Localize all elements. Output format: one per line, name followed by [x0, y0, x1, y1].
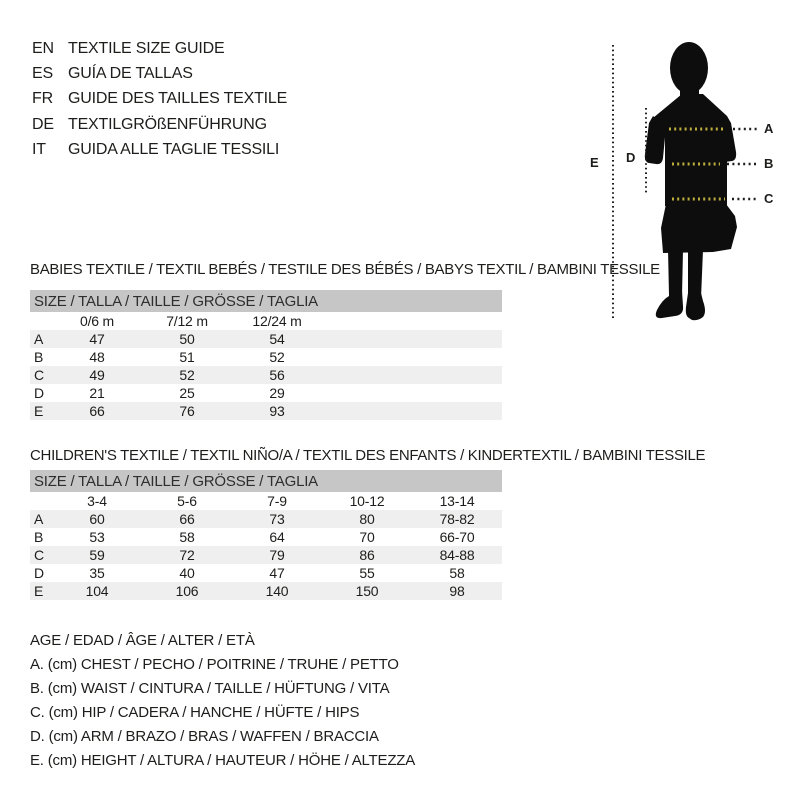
row-label: E [34, 583, 44, 599]
children-size-table [30, 470, 502, 600]
language-row [32, 138, 287, 163]
language-code: DE [32, 115, 54, 133]
row-label: D [34, 385, 44, 401]
table-cell: 58 [449, 565, 465, 581]
table-cell: 84-88 [439, 547, 475, 563]
table-cell: 54 [269, 331, 285, 347]
row-label: A [34, 511, 44, 527]
language-title: GUIDE DES TAILLES TEXTILE [68, 90, 288, 108]
row-label: E [34, 403, 44, 419]
table-cell: 66 [89, 403, 105, 419]
table-cell: 52 [269, 349, 285, 365]
table-cell: 21 [89, 385, 105, 401]
column-header-row [30, 492, 502, 510]
row-label: C [34, 367, 44, 383]
table-cell: 66 [179, 511, 195, 527]
table-row [30, 564, 502, 582]
table-cell: 47 [269, 565, 285, 581]
measurement-label-chest: A [764, 121, 774, 136]
babies-table-title: BABIES TEXTILE / TEXTIL BEBÉS / TESTILE DES BÉBÉS / BABYS TEXTIL / BAMBINI TESSILE [30, 261, 660, 278]
children-table-title: CHILDREN'S TEXTILE / TEXTIL NIÑO/A / TEXTIL DES ENFANTS / KINDERTEXTIL / BAMBINI TESSILE [30, 447, 706, 464]
column-header: 12/24 m [252, 313, 302, 329]
table-cell: 40 [179, 565, 195, 581]
table-cell: 60 [89, 511, 105, 527]
babies-size-table [30, 290, 502, 420]
language-title: GUÍA DE TALLAS [68, 65, 193, 83]
table-row [30, 330, 502, 348]
table-cell: 29 [269, 385, 285, 401]
legend-line-hip: C. (cm) HIP / CADERA / HANCHE / HÜFTE / HIPS [30, 703, 360, 721]
size-header-bar: SIZE / TALLA / TAILLE / GRÖSSE / TAGLIA [30, 290, 502, 312]
column-header: 7/12 m [166, 313, 208, 329]
table-cell: 76 [179, 403, 195, 419]
table-cell: 79 [269, 547, 285, 563]
table-cell: 140 [265, 583, 289, 599]
table-cell: 47 [89, 331, 105, 347]
measurement-label-height: E [590, 155, 599, 170]
table-cell: 55 [359, 565, 375, 581]
table-cell: 104 [85, 583, 109, 599]
table-row [30, 582, 502, 600]
table-cell: 49 [89, 367, 105, 383]
column-header: 3-4 [87, 493, 107, 509]
table-cell: 35 [89, 565, 105, 581]
language-row [32, 87, 287, 112]
child-measurement-figure [585, 30, 795, 330]
legend-line-age: AGE / EDAD / ÂGE / ALTER / ETÀ [30, 631, 255, 649]
table-cell: 80 [359, 511, 375, 527]
table-cell: 73 [269, 511, 285, 527]
legend-line-chest: A. (cm) CHEST / PECHO / POITRINE / TRUHE / PETTO [30, 655, 399, 673]
language-code: IT [32, 141, 46, 159]
table-cell: 150 [355, 583, 379, 599]
table-row [30, 348, 502, 366]
row-label: A [34, 331, 44, 347]
table-row [30, 366, 502, 384]
legend-line-height: E. (cm) HEIGHT / ALTURA / HAUTEUR / HÖHE / ALTEZZA [30, 751, 416, 769]
table-cell: 53 [89, 529, 105, 545]
table-row [30, 546, 502, 564]
language-code: ES [32, 65, 53, 83]
column-header: 13-14 [439, 493, 475, 509]
language-title: TEXTILGRÖßENFÜHRUNG [68, 115, 267, 133]
language-title: GUIDA ALLE TAGLIE TESSILI [68, 141, 280, 159]
table-cell: 106 [175, 583, 199, 599]
legend-line-arm: D. (cm) ARM / BRAZO / BRAS / WAFFEN / BRACCIA [30, 727, 379, 745]
table-cell: 51 [179, 349, 195, 365]
table-cell: 64 [269, 529, 285, 545]
table-cell: 58 [179, 529, 195, 545]
language-code: FR [32, 90, 53, 108]
table-cell: 50 [179, 331, 195, 347]
language-code: EN [32, 39, 54, 57]
table-row [30, 402, 502, 420]
table-cell: 93 [269, 403, 285, 419]
table-cell: 52 [179, 367, 195, 383]
table-cell: 98 [449, 583, 465, 599]
column-header: 10-12 [349, 493, 385, 509]
language-title-block [32, 36, 287, 163]
row-label: B [34, 349, 44, 365]
column-header-row [30, 312, 502, 330]
measurement-legend [30, 628, 415, 772]
table-row [30, 528, 502, 546]
row-label: C [34, 547, 44, 563]
row-label: B [34, 529, 44, 545]
table-cell: 86 [359, 547, 375, 563]
table-cell: 72 [179, 547, 195, 563]
measurement-label-waist: B [764, 156, 774, 171]
table-cell: 25 [179, 385, 195, 401]
measurement-label-hip: C [764, 191, 774, 206]
table-cell: 78-82 [439, 511, 475, 527]
size-header-bar: SIZE / TALLA / TAILLE / GRÖSSE / TAGLIA [30, 470, 502, 492]
table-row [30, 384, 502, 402]
column-header: 7-9 [267, 493, 287, 509]
table-row [30, 510, 502, 528]
table-cell: 59 [89, 547, 105, 563]
table-cell: 70 [359, 529, 375, 545]
language-row [32, 36, 287, 61]
child-silhouette [645, 42, 737, 320]
measurement-label-arm: D [626, 150, 636, 165]
language-row [32, 112, 287, 137]
language-row [32, 61, 287, 86]
column-header: 5-6 [177, 493, 197, 509]
column-header: 0/6 m [79, 313, 114, 329]
table-cell: 48 [89, 349, 105, 365]
row-label: D [34, 565, 44, 581]
table-cell: 66-70 [439, 529, 475, 545]
language-title: TEXTILE SIZE GUIDE [68, 39, 225, 57]
table-cell: 56 [269, 367, 285, 383]
legend-line-waist: B. (cm) WAIST / CINTURA / TAILLE / HÜFTUNG / VITA [30, 679, 390, 697]
